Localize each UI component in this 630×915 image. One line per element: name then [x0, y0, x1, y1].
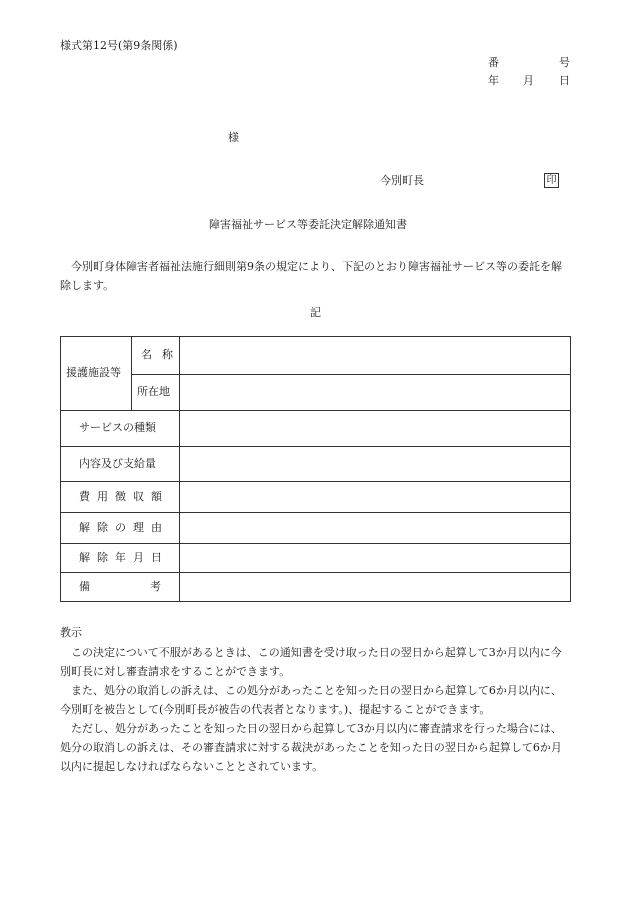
notice-paragraph-2: また、処分の取消しの訴えは、この処分があったことを知った日の翌日から起算して6か月以内に、今別町を被告として(今別町長が被告の代表者となります。)、提起することができます。: [60, 684, 562, 716]
date-field[interactable]: [180, 544, 571, 572]
issuer-name: 今別町長: [380, 174, 424, 187]
name-label-2: 称: [162, 348, 173, 361]
content-amount-field[interactable]: [180, 447, 571, 481]
number-label-go: 号: [559, 56, 570, 69]
date-year-label: 年: [488, 74, 499, 87]
remarks-label-2: 考: [150, 580, 161, 593]
facility-label: 援護施設等: [66, 366, 121, 379]
reason-label: 解除の理由: [79, 521, 169, 534]
addressee-honorific: 様: [228, 131, 239, 144]
notice-paragraph-3: ただし、処分があったことを知った日の翌日から起算して3か月以内に審査請求を行った場合には、処分の取消しの訴えは、その審査請求に対する裁決があったことを知った日の翌日から起算して6か月以内に提起しなければならないこととされています。: [60, 722, 562, 773]
service-type-label: サービスの種類: [79, 421, 156, 434]
ki-label: 記: [310, 306, 321, 319]
column-divider: [131, 337, 132, 410]
facility-name-field[interactable]: [180, 337, 571, 374]
cost-field[interactable]: [180, 482, 571, 512]
location-label: 所在地: [137, 385, 170, 398]
notice-paragraph-1: この決定について不服があるときは、この通知書を受け取った日の翌日から起算して3か月以内に今別町長に対し審査請求をすることができます。: [60, 646, 562, 678]
notice-heading: 教示: [60, 626, 82, 639]
form-table: [60, 336, 571, 602]
document-body: 今別町身体障害者福祉法施行細則第9条の規定により、下記のとおり障害福祉サービス等の委託を解除します。: [60, 260, 562, 292]
cost-label: 費用徴収額: [79, 490, 169, 503]
service-type-field[interactable]: [180, 411, 571, 446]
remarks-field[interactable]: [180, 573, 571, 601]
reason-field[interactable]: [180, 513, 571, 543]
facility-location-field[interactable]: [180, 375, 571, 410]
number-label-ban: 番: [488, 56, 499, 69]
date-label: 解除年月日: [79, 551, 169, 564]
date-month-label: 月: [523, 74, 534, 87]
date-day-label: 日: [559, 74, 570, 87]
content-label: 内容及び支給量: [79, 457, 156, 470]
document-title: 障害福祉サービス等委託決定解除通知書: [209, 218, 407, 231]
name-label-1: 名: [141, 348, 152, 361]
seal-stamp: 印: [544, 173, 559, 188]
remarks-label-1: 備: [79, 580, 90, 593]
form-number: 様式第12号(第9条関係): [60, 39, 178, 52]
